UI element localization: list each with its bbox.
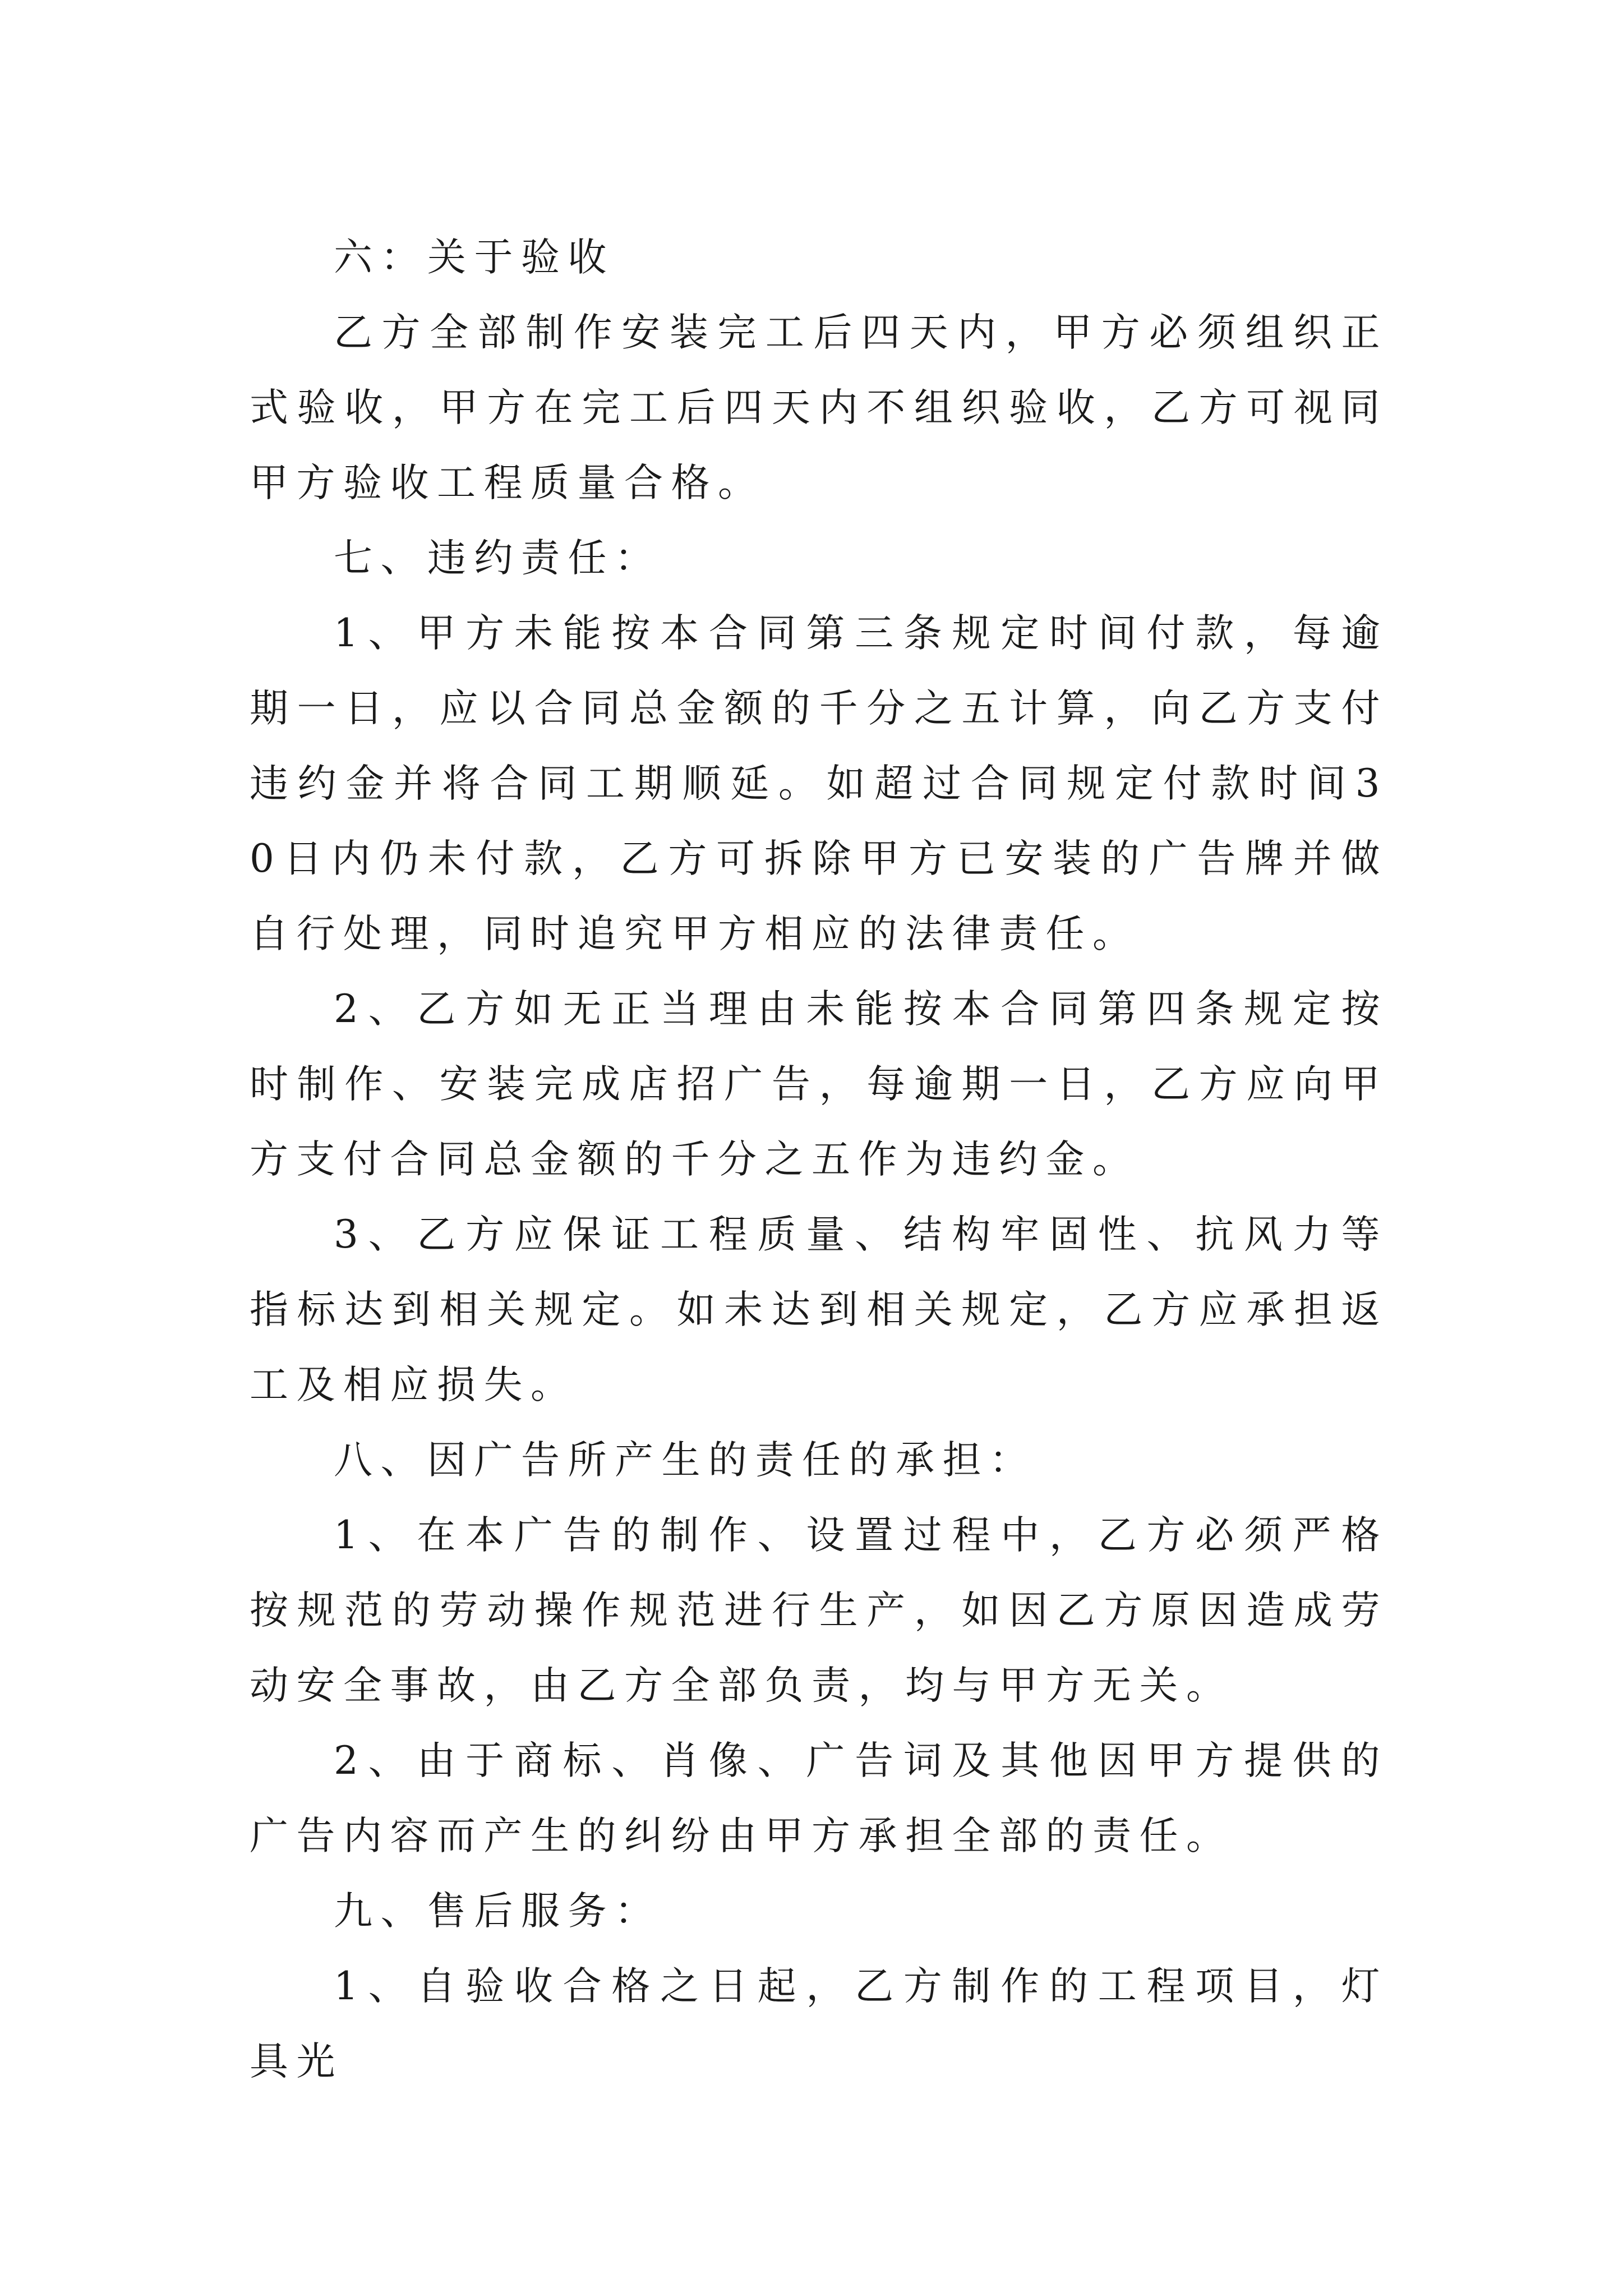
breach-clause-3: 3、乙方应保证工程质量、结构牢固性、抗风力等指标达到相关规定。如未达到相关规定，乙方应承担返工及相应损失。	[250, 1212, 1388, 1407]
section-heading-advertising-liability: 八、因广告所产生的责任的承担：	[334, 1438, 1036, 1483]
advertising-clause-1: 1、在本广告的制作、设置过程中，乙方必须严格按规范的劳动操作规范进行生产，如因乙方原因造成劳动安全事故，由乙方全部负责，均与甲方无关。	[250, 1513, 1388, 1708]
document-body	[250, 220, 1388, 2099]
advertising-clause-2: 2、由于商标、肖像、广告词及其他因甲方提供的广告内容而产生的纠纷由甲方承担全部的责任。	[250, 1738, 1388, 1858]
breach-clause-1: 1、甲方未能按本合同第三条规定时间付款，每逾期一日，应以合同总金额的千分之五计算，向乙方支付违约金并将合同工期顺延。如超过合同规定付款时间30日内仍未付款，乙方可拆除甲方已安装的广告牌并做自行处理，同时追究甲方相应的法律责任。	[250, 611, 1388, 956]
section-heading-after-sales: 九、售后服务：	[334, 1889, 662, 1934]
section-heading-acceptance: 六：关于验收	[334, 235, 615, 280]
section-heading-breach-liability: 七、违约责任：	[334, 536, 662, 581]
breach-clause-2: 2、乙方如无正当理由未能按本合同第四条规定按时制作、安装完成店招广告，每逾期一日，乙方应向甲方支付合同总金额的千分之五作为违约金。	[250, 987, 1388, 1182]
after-sales-clause-1: 1、自验收合格之日起，乙方制作的工程项目，灯具光	[250, 1964, 1388, 2084]
acceptance-paragraph: 乙方全部制作安装完工后四天内，甲方必须组织正式验收，甲方在完工后四天内不组织验收，乙方可视同甲方验收工程质量合格。	[250, 310, 1388, 505]
